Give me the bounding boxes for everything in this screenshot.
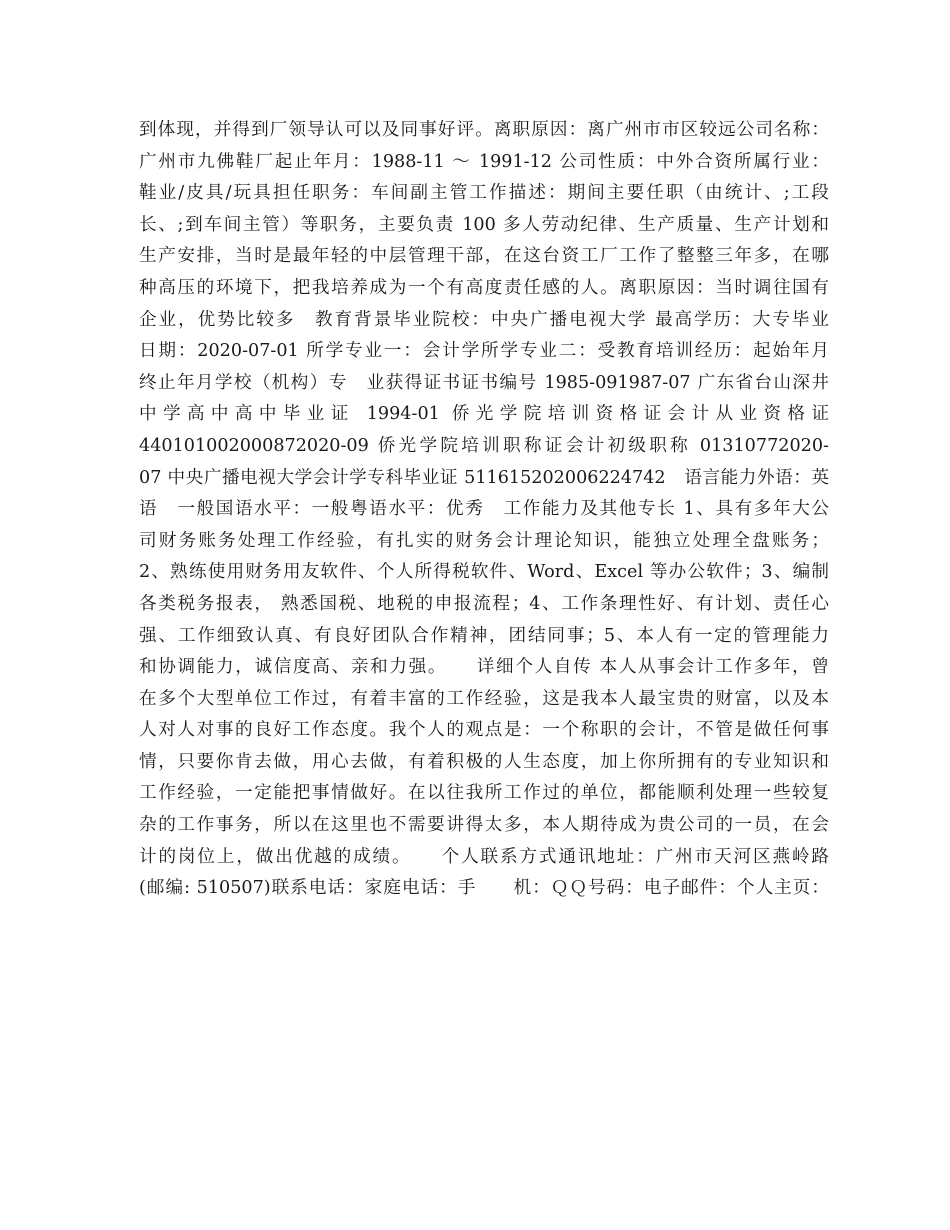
text-line: 440101002000872020-09 侨光学院培训职称证会计初级职称 01310772020- <box>139 435 829 456</box>
text-line: 杂的工作事务，所以在这里也不需要讲得太多，本人期待成为贵公司的一员，在会 <box>139 815 829 836</box>
text-line: 长、;到车间主管）等职务，主要负责 100 多人劳动纪律、生产质量、生产计划和 <box>139 214 829 235</box>
text-line: 司财务账务处理工作经验，有扎实的财务会计理论知识，能独立处理全盘账务； <box>139 530 829 551</box>
text-line: 广州市九佛鞋厂起止年月：1988-11 ～ 1991-12 公司性质：中外合资所属行业： <box>139 151 829 172</box>
text-line: 鞋业/皮具/玩具担任职务：车间副主管工作描述：期间主要任职（由统计、;工段 <box>139 183 829 204</box>
text-line: 人对人对事的良好工作态度。我个人的观点是：一个称职的会计，不管是做任何事 <box>139 720 829 741</box>
text-line: 各类税务报表， 熟悉国税、地税的申报流程；4、工作条理性好、有计划、责任心 <box>139 593 829 614</box>
text-line: 中学高中高中毕业证 1994-01 侨光学院培训资格证会计从业资格证 <box>139 404 829 425</box>
text-line: 情，只要你肯去做，用心去做，有着积极的人生态度，加上你所拥有的专业知识和 <box>139 751 829 772</box>
resume-body-text <box>139 115 829 905</box>
text-line: 日期：2020-07-01 所学专业一：会计学所学专业二：受教育培训经历：起始年月 <box>139 341 829 362</box>
text-line: 终止年月学校（机构）专 业获得证书证书编号 1985-091987-07 广东省台山深井 <box>139 372 829 393</box>
text-line: 生产安排，当时是最年轻的中层管理干部，在这台资工厂工作了整整三年多，在哪 <box>139 246 829 267</box>
text-line: 强、工作细致认真、有良好团队合作精神，团结同事；5、本人有一定的管理能力 <box>139 625 829 646</box>
text-line: (邮编: 510507)联系电话：家庭电话：手 机：ＱＱ号码：电子邮件：个人主页： <box>139 878 829 899</box>
text-line: 语 一般国语水平：一般粤语水平：优秀 工作能力及其他专长 1、具有多年大公 <box>139 499 829 520</box>
text-line: 在多个大型单位工作过，有着丰富的工作经验，这是我本人最宝贵的财富，以及本 <box>139 688 829 709</box>
text-line: 工作经验，一定能把事情做好。在以往我所工作过的单位，都能顺利处理一些较复 <box>139 783 829 804</box>
text-line: 种高压的环境下，把我培养成为一个有高度责任感的人。离职原因：当时调往国有 <box>139 277 829 298</box>
text-line: 2、熟练使用财务用友软件、个人所得税软件、Word、Excel 等办公软件；3、编制 <box>139 562 829 583</box>
text-line: 计的岗位上，做出优越的成绩。 个人联系方式通讯地址：广州市天河区燕岭路 <box>139 846 829 867</box>
text-line: 到体现，并得到厂领导认可以及同事好评。离职原因：离广州市市区较远公司名称： <box>139 120 829 140</box>
text-line: 和协调能力，诚信度高、亲和力强。 详细个人自传 本人从事会计工作多年，曾 <box>139 657 829 678</box>
text-line: 企业，优势比较多 教育背景毕业院校：中央广播电视大学 最高学历：大专毕业 <box>139 309 829 330</box>
text-line: 07 中央广播电视大学会计学专科毕业证 511615202006224742 语言能力外语：英 <box>139 467 829 488</box>
